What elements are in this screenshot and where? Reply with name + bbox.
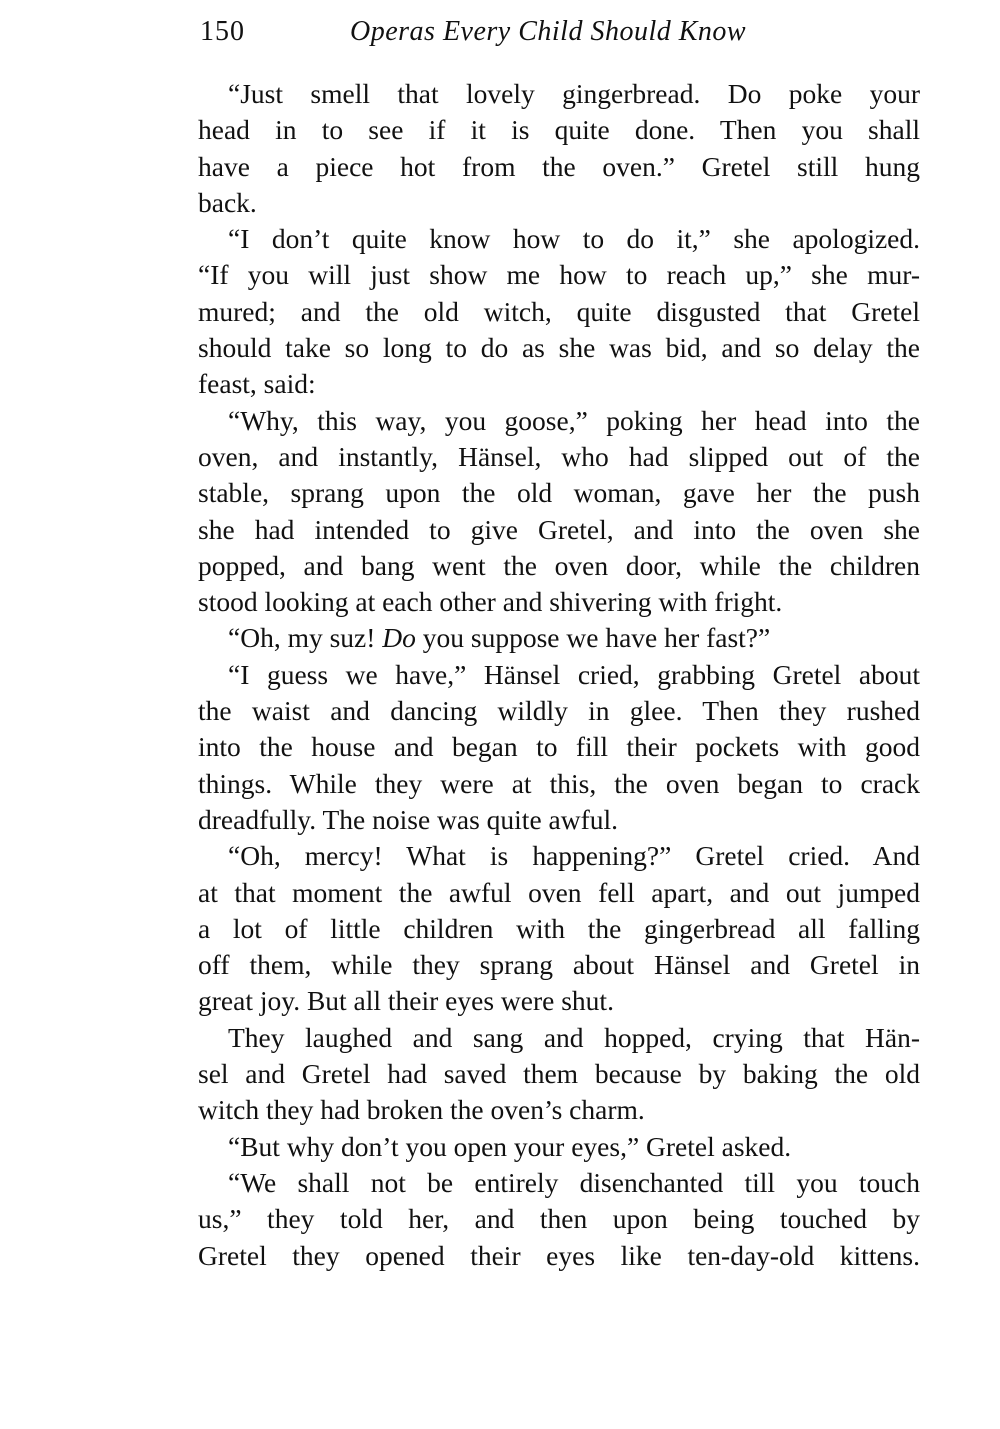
text-line: dreadfully. The noise was quite awful. [198, 803, 619, 835]
text-line: They laughed and sang and hopped, crying that Hän- [228, 1021, 920, 1053]
text-line: witch they had broken the oven’s charm. [198, 1094, 645, 1126]
text-line: stood looking at each other and shivering with fright. [198, 586, 783, 618]
text-line: stable, sprang upon the old woman, gave her the push [198, 477, 920, 509]
text-line: things. While they were at this, the oven began to crack [198, 767, 920, 799]
text-line [198, 620, 920, 656]
text-line: mured; and the old witch, quite disgusted that Gretel [198, 295, 920, 327]
text-line: the waist and dancing wildly in glee. Then they rushed [198, 695, 920, 727]
text-line: a lot of little children with the gingerbread all falling [198, 912, 920, 944]
text-line: “Why, this way, you goose,” poking her head into the [228, 404, 920, 436]
text-line: “Oh, mercy! What is happening?” Gretel cried. And [228, 840, 920, 872]
text-line: back. [198, 186, 257, 218]
text-line: have a piece hot from the oven.” Gretel still hung [198, 150, 920, 182]
text-line: us,” they told her, and then upon being touched by [198, 1203, 920, 1235]
text-line: “We shall not be entirely disenchanted till you touch [228, 1166, 920, 1198]
emphasized-word: Do [382, 622, 416, 654]
text-line: sel and Gretel had saved them because by baking the old [198, 1058, 920, 1090]
text-line: she had intended to give Gretel, and into the oven she [198, 513, 920, 545]
text-line: oven, and instantly, Hänsel, who had slipped out of the [198, 440, 920, 472]
text-line: “I don’t quite know how to do it,” she apologized. [228, 223, 920, 255]
text-line: “Just smell that lovely gingerbread. Do poke your [228, 78, 920, 109]
text-run: “Oh, my suz! [228, 622, 383, 654]
text-line: should take so long to do as she was bid, and so delay the [198, 332, 920, 364]
text-line: at that moment the awful oven fell apart, and out jumped [198, 876, 920, 908]
page-number: 150 [200, 16, 245, 47]
page-header [200, 16, 920, 56]
text-line: head in to see if it is quite done. Then you shall [198, 114, 920, 146]
text-run: you suppose we have her fast?” [415, 622, 771, 654]
text-line: into the house and began to fill their pockets with good [198, 731, 920, 763]
text-line: popped, and bang went the oven door, while the children [198, 549, 920, 581]
text-line: Gretel they opened their eyes like ten-day-old kittens. [198, 1239, 920, 1271]
text-line: feast, said: [198, 368, 316, 400]
running-title: Operas Every Child Should Know [350, 16, 747, 47]
text-line: off them, while they sprang about Hänsel and Gretel in [198, 949, 920, 981]
body-text [198, 76, 920, 1274]
text-line: “I guess we have,” Hänsel cried, grabbing Gretel about [228, 658, 920, 690]
text-line: great joy. But all their eyes were shut. [198, 985, 614, 1017]
text-line: “If you will just show me how to reach up,” she mur- [198, 259, 920, 291]
text-line: “But why don’t you open your eyes,” Gretel asked. [228, 1130, 792, 1162]
